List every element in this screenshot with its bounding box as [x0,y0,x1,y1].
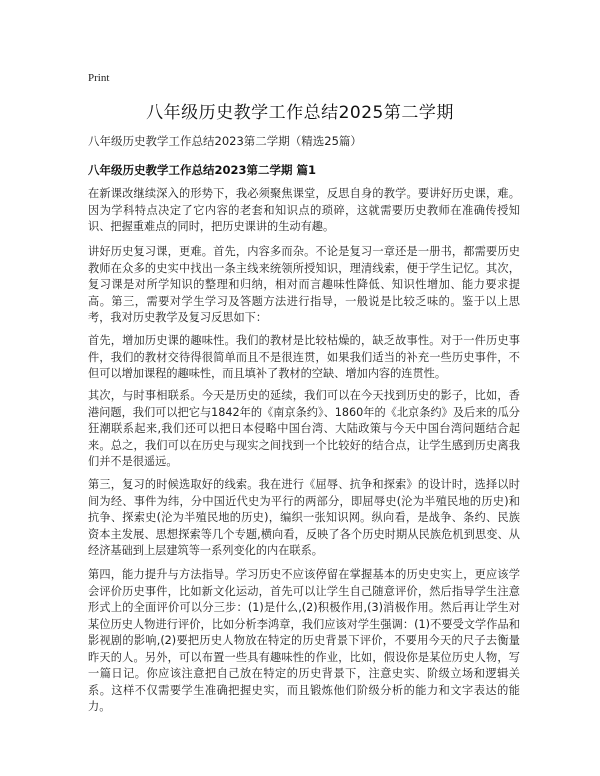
section-heading: 八年级历史教学工作总结2023第二学期 篇1 [88,163,317,177]
page-title: 八年级历史教学工作总结2025第二学期 [146,103,454,123]
paragraph-review-thread: 第三，复习的时候选取好的线索。我在进行《屈辱、抗争和探索》的设计时，选择以时间为经、事件为纬，分中国近代史为平行的两部分，即屈辱史(沦为半殖民地的历史)和抗争、探索史(沦为半殖民地的历史)，编织一张知识网。纵向看，是战争、条约、民族资本主发展、思想探索等几个专题,横向看，反映了各个历史时期从民族危机到思变、从经济基础到上层建筑等一系列变化的内在联系。 [88,478,520,557]
document-subtitle: 八年级历史教学工作总结2023第二学期（精选25篇） [88,134,362,148]
paragraph-ability: 第四，能力提升与方法指导。学习历史不应该停留在掌握基本的历史史实上，更应该学会评价历史事件，比如新文化运动，首先可以让学生自己随意评价，然后指导学生注意形式上的全面评价可以分三步：(1)是什么,(2)积极作用,(3)消极作用。然后再让学生对某位历史人物进行评价，比如分析李鸿章，我们应该对学生强调：(1)不要受文学作品和影视剧的影响,(2)要把历史人物放在特定的历史背景下评价，不要用今天的尺子去衡量昨天的人。另外，可以布置一些具有趣味性的作业，比如，假设你是某位历史人物，写一篇日记。你应该注意把自己放在特定的历史背景下，注意史实、阶级立场和逻辑关系。这样不仅需要学生准确把握史实，而且锻炼他们阶级分析的能力和文字表达的能力。 [88,568,520,713]
paragraph-review-class: 讲好历史复习课，更难。首先，内容多而杂。不论是复习一章还是一册书，都需要历史教师在众多的史实中找出一条主线来统领所授知识，理清线索，便于学生记忆。其次，复习课是对所学知识的整理和归纳，相对而言趣味性降低、知识性增加、能力要求提高。第三，需要对学生学习及答题方法进行指导，一般说是比较乏味的。鉴于以上思考，我对历史教学及复习反思如下： [88,245,520,324]
paragraph-intro: 在新课改继续深入的形势下，我必须聚焦课堂，反思自身的教学。要讲好历史课，难。因为学科特点决定了它内容的老套和知识点的琐碎，这就需要历史教师在准确传授知识、把握重难点的同时，把历史课讲的生动有趣。 [88,187,520,233]
paragraph-interest: 首先，增加历史课的趣味性。我们的教材是比较枯燥的，缺乏故事性。对于一件历史事件，我们的教材交待得很简单而且不是很连贯，如果我们适当的补充一些历史事件，不但可以增加课程的趣味性，而且填补了教材的空缺、增加内容的连贯性。 [88,334,520,380]
print-label[interactable]: Print [88,72,110,84]
paragraph-current-events: 其次，与时事相联系。今天是历史的延续，我们可以在今天找到历史的影子，比如，香港问题，我们可以把它与1842年的《南京条约》、1860年的《北京条约》及后来的瓜分狂潮联系起来,我们还可以把日本侵略中国台湾、大陆政策与今天中国台湾问题结合起来。总之，我们可以在历史与现实之间找到一个比较好的结合点，让学生感到历史离我们并不是很遥远。 [88,389,520,468]
